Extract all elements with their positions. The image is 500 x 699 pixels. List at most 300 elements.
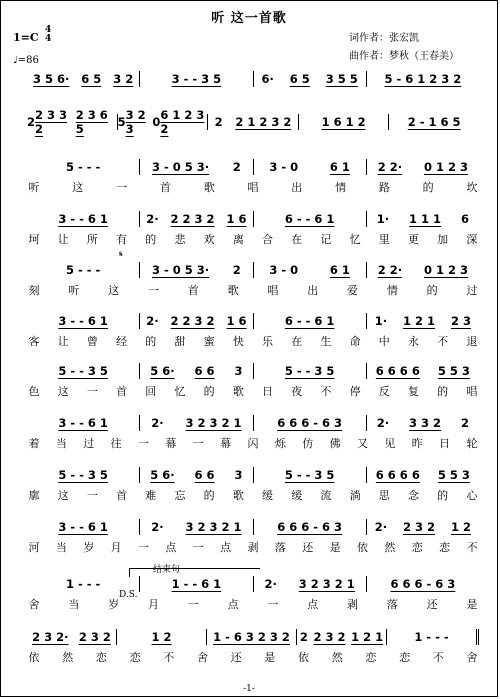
measure (366, 363, 479, 379)
note-group: 5 - - 3 5 (58, 468, 108, 482)
lyric-char: 首 (187, 284, 199, 297)
tempo-marking: ♩=86 (13, 55, 39, 66)
note-group: 6 6 6 6 (375, 468, 420, 482)
lyric-char: 点 (220, 541, 232, 554)
note-group: 2 3 2· (32, 630, 69, 644)
lyrics-row (27, 649, 479, 663)
note-group: 1 - - - (414, 630, 449, 644)
measure (139, 467, 252, 483)
lyric-char: 出 (307, 284, 319, 297)
note-group: 6 6 6 - 6 3 (390, 577, 456, 591)
lyric-char: 昨 (411, 437, 423, 450)
lyric-char: 爱 (347, 284, 358, 297)
lyric-char: 是 (264, 651, 276, 664)
lyric-char: 唱 (267, 284, 279, 297)
lyric-char: 落 (274, 541, 286, 554)
measure (253, 415, 366, 431)
lyrics-row (27, 487, 479, 501)
lyric-char: 的 (437, 489, 449, 502)
note-group: 0 (152, 115, 161, 129)
notation-row (27, 71, 479, 87)
lyric-char: 恋 (365, 651, 377, 664)
note-group: 1 - - 6 1 (171, 577, 222, 591)
note-group: 1 - - - (65, 577, 101, 591)
lyric-char: 舍 (466, 651, 478, 664)
note-group: 1 2 (151, 630, 172, 644)
lyric-char: 里 (378, 233, 390, 246)
lyric-char: 甜 (174, 335, 186, 348)
lyric-char: 落 (386, 598, 398, 611)
lyric-char: 忘 (174, 489, 186, 502)
note-group: 2 3 3 2 (35, 108, 68, 136)
lyrics-row (27, 383, 479, 397)
lyric-char: 客 (28, 335, 40, 348)
measure (27, 467, 139, 483)
lyric-char: 忆 (349, 233, 361, 246)
notation-row (27, 629, 479, 645)
ending-label: 结束句 (153, 565, 181, 575)
measure (253, 313, 366, 329)
measure (139, 415, 252, 431)
measure (27, 159, 139, 175)
measure (116, 629, 206, 645)
notation-row (27, 363, 479, 379)
lyric-char: 的 (145, 233, 157, 246)
lyric-char: 是 (466, 598, 478, 611)
measure (27, 363, 139, 379)
lyric-char: 的 (203, 385, 215, 398)
note-group: 5 - - 3 5 (284, 364, 335, 378)
lyric-char: 一 (187, 598, 199, 611)
lyric-char: 路 (378, 181, 390, 194)
note-group: 3 (234, 364, 243, 378)
note-group: 6 - - 6 1 (284, 212, 335, 226)
lyrics-row (27, 333, 479, 347)
note-group: 6 6 (194, 468, 215, 482)
lyric-char: 这 (57, 385, 69, 398)
lyric-char: 坎 (466, 181, 478, 194)
note-group: 3 3 2 (409, 416, 442, 430)
note-group: 5 - - 3 5 (58, 364, 108, 378)
lyric-char: 不 (437, 335, 449, 348)
note-group: 2 (232, 263, 241, 277)
lyric-char: 歌 (227, 284, 239, 297)
note-group: 5 5 3 (437, 468, 470, 482)
lyric-char: 当 (55, 541, 67, 554)
measure (139, 262, 252, 278)
notation-row (27, 467, 479, 483)
lyric-char: 唱 (466, 385, 478, 398)
lyric-char: 不 (432, 651, 444, 664)
lyric-char: 这 (72, 181, 84, 194)
note-group: 1 6 1 2 (321, 115, 366, 129)
note-group: 3 5 5 (325, 72, 358, 86)
note-group: 3 - 0 5 3· (152, 263, 210, 277)
measure (27, 71, 139, 87)
measure (253, 211, 366, 227)
note-group: 3 - - 6 1 (58, 314, 108, 328)
lyric-char: 加 (437, 233, 449, 246)
lyric-char: 悲 (174, 233, 186, 246)
note-group: 1 2 (450, 520, 471, 534)
lyric-char: 见 (384, 437, 396, 450)
lyric-char: 舍 (196, 651, 208, 664)
measure (27, 108, 117, 136)
lyric-char: 曾 (86, 335, 98, 348)
lyric-char: 歌 (232, 489, 244, 502)
lyric-char: 还 (230, 651, 242, 664)
lyric-char: 的 (437, 385, 449, 398)
note-group: 2 3 2 (78, 630, 111, 644)
measure (207, 114, 298, 130)
measure (366, 159, 479, 175)
note-group: 5 (117, 115, 126, 129)
notation-row (27, 576, 479, 592)
note-group: 2 2· (377, 160, 403, 174)
time-signature (45, 26, 51, 44)
note-group: 1 - 6 3 2 3 2 (213, 630, 290, 644)
lyric-char: 是 (329, 541, 341, 554)
note-group: 2 (299, 630, 308, 644)
lyric-char: 幕 (220, 437, 232, 450)
lyric-char: 一 (86, 385, 98, 398)
note-group: 2· (264, 577, 277, 591)
measure (253, 576, 366, 592)
notation-row (27, 415, 479, 431)
composer-credit: 曲作者：梦秋（王春美） (349, 51, 459, 62)
note-group: 2 (460, 416, 469, 430)
note-group: 2 (27, 115, 36, 129)
lyric-char: 还 (426, 598, 438, 611)
measure (139, 519, 252, 535)
lyric-char: 首 (116, 385, 128, 398)
lyric-char: 复 (407, 385, 419, 398)
segno-sign: 𝄋 (119, 250, 123, 260)
ending-bracket (129, 568, 260, 577)
note-group: 6 (460, 212, 469, 226)
lyric-char: 当 (68, 598, 80, 611)
note-group: 2· (376, 416, 390, 430)
lyric-char: 一 (138, 437, 149, 450)
note-group: 5 - 6 1 2 3 2 (384, 72, 462, 86)
note-group: 0 1 2 3 (424, 160, 469, 174)
lyrics-row (27, 596, 479, 610)
note-group: 3 - 0 (269, 160, 299, 174)
measure (139, 159, 252, 175)
lyric-char: 一 (116, 181, 128, 194)
lyric-char: 一 (192, 541, 204, 554)
lyric-char: 永 (407, 335, 419, 348)
lyric-char: 河 (28, 541, 40, 554)
measure (366, 415, 479, 431)
lyrics-row (27, 539, 479, 553)
lyric-char: 记 (320, 233, 332, 246)
lyric-char: 日 (439, 437, 451, 450)
lyric-char: 这 (57, 489, 69, 502)
measure (298, 114, 389, 130)
measure (253, 159, 366, 175)
lyric-char: 反 (378, 385, 390, 398)
note-group: 6 5 (289, 72, 310, 86)
note-group: 3 2 3 2 1 (185, 416, 242, 430)
lyric-char: 深 (466, 233, 478, 246)
notation-row (27, 262, 479, 278)
note-group: 6 6 (194, 364, 215, 378)
lyric-char: 轮 (466, 437, 478, 450)
lyric-char: 歌 (232, 385, 244, 398)
lyric-char: 月 (147, 598, 159, 611)
note-group: 5 6· (150, 364, 175, 378)
note-group: 3 - - 3 5 (171, 72, 222, 86)
lyrics-row (27, 231, 479, 245)
note-group: 3 2 3 (125, 108, 146, 136)
lyric-char: 剥 (347, 598, 358, 611)
lyric-char: 缓 (291, 489, 303, 502)
lyric-char: 出 (291, 181, 303, 194)
measure (253, 71, 366, 87)
lyric-char: 缓 (262, 489, 273, 502)
lyric-char: 这 (108, 284, 120, 297)
lyric-char: 恋 (95, 651, 107, 664)
note-group: 6 1 2 3 2 (160, 108, 205, 136)
lyric-char: 岁 (108, 598, 120, 611)
note-group: 1 2 1 (403, 314, 436, 328)
measure (366, 313, 479, 329)
note-group: 2 1 2 3 2 (235, 115, 292, 129)
lyric-char: 往 (110, 437, 122, 450)
note-group: 6 5 (81, 72, 102, 86)
measure (388, 114, 479, 130)
lyric-char: 欢 (203, 233, 215, 246)
lyric-char: 让 (57, 233, 69, 246)
lyric-char: 日 (262, 385, 273, 398)
note-group: 3 2 3 2 1 (298, 577, 355, 591)
lyric-char: 恋 (129, 651, 141, 664)
lyric-char: 月 (110, 541, 122, 554)
lyric-char: 点 (307, 598, 319, 611)
lyric-char: 依 (298, 651, 309, 664)
note-group: 3 - 0 (269, 263, 299, 277)
lyric-char: 首 (159, 181, 171, 194)
lyric-char: 一 (147, 284, 159, 297)
lyric-char: 舍 (28, 598, 40, 611)
lyric-char: 闪 (247, 437, 259, 450)
lyric-char: 过 (83, 437, 95, 450)
lyric-char: 歌 (203, 181, 215, 194)
lyric-char: 一 (138, 541, 149, 554)
lyric-char: 依 (357, 541, 368, 554)
measure (386, 629, 479, 645)
meter-bottom: 4 (45, 34, 52, 44)
note-group: 3 - 0 5 3· (152, 160, 210, 174)
lyric-char: 不 (320, 385, 332, 398)
lyric-char: 点 (227, 598, 239, 611)
lyric-char: 不 (466, 541, 478, 554)
lyric-char: 唱 (247, 181, 259, 194)
note-group: 3 - - 6 1 (58, 416, 108, 430)
lyric-char: 忆 (174, 385, 186, 398)
notation-row (27, 211, 479, 227)
lyric-char: 坷 (28, 233, 40, 246)
measure (27, 262, 139, 278)
note-group: 3 - - 6 1 (58, 520, 108, 534)
measure (27, 519, 139, 535)
note-group: 2· (374, 520, 388, 534)
note-group: 6 6 6 - 6 3 (277, 520, 343, 534)
lyricist-credit: 词作者：张宏凯 (349, 33, 419, 44)
note-group: 1 6 (226, 212, 247, 226)
note-group: 5 - - 3 5 (284, 468, 335, 482)
lyrics-row (27, 282, 479, 296)
lyric-char: 难 (145, 489, 157, 502)
meter-top: 4 (45, 25, 52, 35)
lyric-char: 佛 (329, 437, 341, 450)
note-group: 2· (151, 520, 164, 534)
lyric-char: 又 (357, 437, 368, 450)
lyric-char: 离 (232, 233, 244, 246)
note-group: 6 6 6 6 (375, 364, 420, 378)
lyric-char: 幕 (165, 437, 177, 450)
note-group: 1 1 1 (409, 212, 442, 226)
measure (366, 576, 479, 592)
measure (253, 262, 366, 278)
lyric-char: 仿 (302, 437, 314, 450)
note-group: 2 (214, 115, 223, 129)
note-group: 6 - - 6 1 (284, 314, 335, 328)
lyric-char: 然 (62, 651, 74, 664)
notation-row (27, 108, 479, 136)
lyric-char: 更 (407, 233, 419, 246)
lyric-char: 心 (466, 489, 478, 502)
lyric-char: 有 (116, 233, 128, 246)
measure (253, 519, 366, 535)
measure (296, 629, 386, 645)
lyric-char: 一 (86, 489, 98, 502)
measure (27, 629, 116, 645)
lyric-char: 廓 (28, 489, 40, 502)
lyric-char: 所 (86, 233, 98, 246)
lyric-char: 刻 (28, 284, 40, 297)
lyric-char: 点 (165, 541, 177, 554)
lyric-char: 念 (407, 489, 419, 502)
lyric-char: 恋 (439, 541, 451, 554)
lyric-char: 淌 (349, 489, 361, 502)
measure (366, 71, 479, 87)
note-group: 5 - - - (65, 160, 101, 174)
lyric-char: 不 (163, 651, 175, 664)
measure (139, 363, 252, 379)
lyric-char: 合 (262, 233, 273, 246)
note-group: 2 - 1 6 5 (407, 115, 461, 129)
lyric-char: 的 (203, 489, 215, 502)
lyric-char: 回 (145, 385, 157, 398)
note-group: 1 6 (226, 314, 247, 328)
lyric-char: 让 (57, 335, 69, 348)
note-group: 3 2 (113, 72, 134, 86)
note-group: 2 3 6 5 (75, 108, 108, 136)
notation-row (27, 313, 479, 329)
note-group: 6 1 (329, 160, 350, 174)
note-group: 1· (376, 212, 390, 226)
measure (253, 467, 366, 483)
measure (117, 108, 208, 136)
note-group: 3 2 3 2 1 (185, 520, 242, 534)
note-group: 2 2· (377, 263, 403, 277)
measure (366, 467, 479, 483)
lyric-char: 恋 (399, 651, 411, 664)
note-group: 2· (151, 416, 164, 430)
lyric-char: 命 (349, 335, 361, 348)
lyric-char: 情 (386, 284, 398, 297)
note-group: 6 1 (329, 263, 350, 277)
lyric-char: 生 (320, 335, 332, 348)
note-group: 0 1 2 3 (424, 263, 469, 277)
lyric-char: 一 (267, 598, 279, 611)
measure (139, 211, 252, 227)
lyric-char: 流 (320, 489, 332, 502)
lyric-char: 一 (192, 437, 204, 450)
note-group: 5 - - - (65, 263, 101, 277)
lyric-char: 退 (466, 335, 478, 348)
lyric-char: 在 (291, 233, 303, 246)
note-group: 6· (261, 72, 274, 86)
note-group: 2 2 3 2 (170, 212, 215, 226)
lyric-char: 着 (28, 437, 40, 450)
measure (206, 629, 296, 645)
measure (27, 415, 139, 431)
measure (139, 71, 252, 87)
lyric-char: 的 (422, 181, 434, 194)
lyric-char: 当 (55, 437, 67, 450)
lyric-char: 听 (28, 181, 40, 194)
lyric-char: 色 (28, 385, 40, 398)
song-title: 听 这一首歌 (211, 11, 287, 26)
measure (139, 576, 252, 592)
lyric-char: 然 (384, 541, 396, 554)
measure (366, 211, 479, 227)
lyric-char: 蜜 (203, 335, 215, 348)
note-group: 2 3 2 (313, 630, 346, 644)
note-group: 2· (146, 314, 159, 328)
note-group: 3 (234, 468, 243, 482)
lyric-char: 快 (232, 335, 244, 348)
notation-row (27, 159, 479, 175)
note-group: 2 3 2 (403, 520, 436, 534)
note-group: 2 2 3 2 (170, 314, 215, 328)
note-group: 3 - - 6 1 (58, 212, 108, 226)
note-group: 5 5 3 (437, 364, 470, 378)
measure (366, 519, 479, 535)
lyric-char: 听 (68, 284, 80, 297)
measure (139, 313, 252, 329)
lyric-char: 乐 (262, 335, 273, 348)
lyric-char: 停 (349, 385, 361, 398)
note-group: 2 3 (450, 314, 471, 328)
note-group: 1 2 1 (351, 630, 384, 644)
page-number: -1- (243, 684, 255, 694)
lyric-char: 剥 (247, 541, 259, 554)
lyric-char: 情 (335, 181, 347, 194)
lyric-char: 恋 (411, 541, 423, 554)
lyric-char: 中 (378, 335, 390, 348)
lyric-char: 的 (145, 335, 157, 348)
note-group: 5 6· (150, 468, 175, 482)
lyric-char: 思 (378, 489, 390, 502)
ds-marking: D.S. (119, 590, 138, 600)
lyric-char: 然 (331, 651, 343, 664)
measure (27, 211, 139, 227)
key-signature: 1=C (13, 31, 39, 44)
